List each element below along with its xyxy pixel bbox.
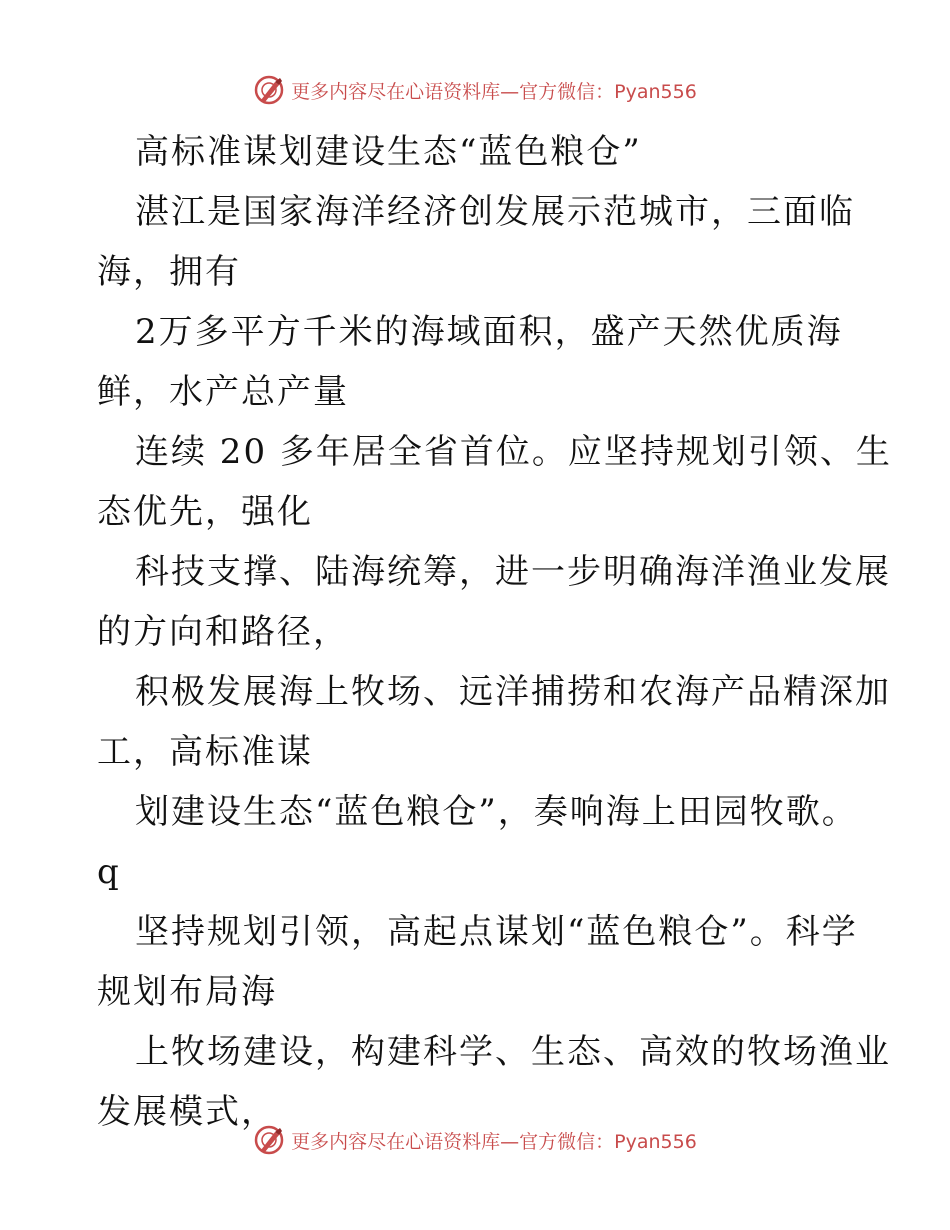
body-line: 海，拥有 (97, 252, 241, 292)
body-line: 划建设生态“蓝色粮仓”，奏响海上田园牧歌。 (135, 792, 858, 832)
body-line: 发展模式， (97, 1092, 277, 1132)
header-banner-text: 更多内容尽在心语资料库—官方微信：Pyan556 (291, 80, 697, 103)
body-line: 坚持规划引领，高起点谋划“蓝色粮仓”。科学 (135, 912, 858, 952)
body-line: 湛江是国家海洋经济创发展示范城市，三面临 (135, 192, 855, 232)
body-line: 积极发展海上牧场、远洋捕捞和农海产品精深加 (135, 672, 891, 712)
body-line: 规划布局海 (97, 972, 277, 1012)
header-watermark (0, 70, 950, 110)
body-line: 工，高标准谋 (97, 732, 313, 772)
body-line: 态优先，强化 (97, 492, 313, 532)
pen-logo-icon (253, 1124, 285, 1156)
body-line: q (97, 852, 121, 892)
body-line: 连续 20 多年居全省首位。应坚持规划引领、生 (135, 432, 892, 472)
body-line: 科技支撑、陆海统筹，进一步明确海洋渔业发展 (135, 552, 891, 592)
footer-banner-text: 更多内容尽在心语资料库—官方微信：Pyan556 (291, 1130, 697, 1153)
footer-watermark (0, 1120, 950, 1160)
body-line: 的方向和路径， (97, 612, 349, 652)
body-line: 2万多平方千米的海域面积，盛产天然优质海 (135, 312, 843, 352)
pen-logo-icon (253, 74, 285, 106)
body-line: 高标准谋划建设生态“蓝色粮仓” (135, 132, 642, 172)
body-line: 鲜，水产总产量 (97, 372, 349, 412)
document-body (97, 122, 892, 1142)
body-line: 上牧场建设，构建科学、生态、高效的牧场渔业 (135, 1032, 891, 1072)
